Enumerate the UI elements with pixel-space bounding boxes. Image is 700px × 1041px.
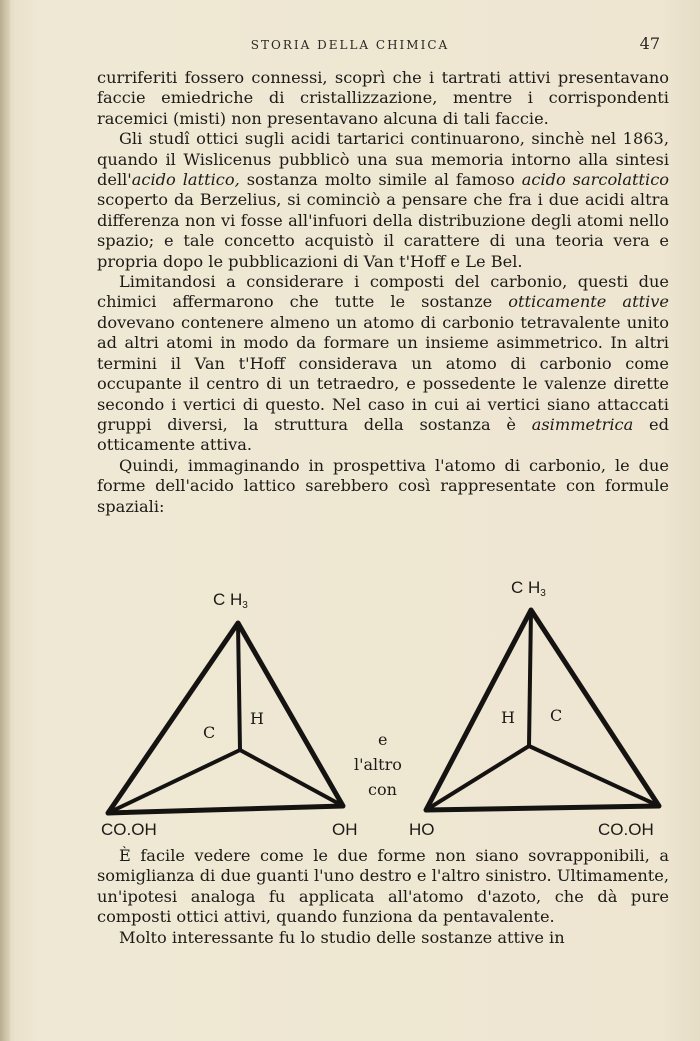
body-text-top bbox=[97, 68, 669, 517]
paragraph-4: Quindi, immaginando in prospettiva l'atomo di carbonio, le due forme dell'acido lattico sarebbero così rappresentate con formule spaziali: bbox=[97, 455, 669, 516]
left-bottom-right-label: OH bbox=[332, 820, 358, 839]
middle-line-3: con bbox=[368, 780, 397, 799]
paragraph-6: Molto interessante fu lo studio delle sostanze attive in bbox=[119, 927, 565, 947]
middle-line-1: e bbox=[378, 730, 388, 749]
paragraph-2: Gli studî ottici sugli acidi tartarici continuarono, sinchè nel 1863, quando il Wislicenus pubblicò una sua memoria intorno alla sintesi dell'acido lattico, sostanza molto simile al famoso acido sarcolattico scoperto da Berzelius, si cominciò a pensare che fra i due acidi altra differenza non vi fosse all'infuori della distribuzione degli atomi nello spazio; e tale concetto acquistò il carattere di una teoria vera e propria dopo le pubblicazioni di Van t'Hoff e Le Bel. bbox=[97, 129, 670, 271]
right-tetrahedron-outline bbox=[426, 610, 659, 810]
right-edge-top-center bbox=[529, 610, 531, 746]
left-tetrahedron-outline bbox=[108, 623, 343, 813]
right-top-label: C $H_3$ bbox=[511, 578, 546, 599]
body-text-bottom bbox=[97, 846, 669, 948]
left-bottom-left-label: CO.OH bbox=[101, 820, 157, 839]
right-bottom-left-label: HO bbox=[409, 820, 435, 839]
page-number: 47 bbox=[639, 34, 660, 53]
middle-line-2: l'altro bbox=[354, 755, 402, 774]
right-inner-c: C bbox=[550, 706, 563, 725]
right-inner-h: H bbox=[501, 708, 515, 727]
left-inner-c: C bbox=[203, 723, 216, 742]
left-top-label: C $H_3$ bbox=[213, 590, 248, 611]
running-title: STORIA DELLA CHIMICA bbox=[250, 38, 450, 52]
tetrahedron-figure bbox=[96, 578, 681, 848]
left-inner-h: H bbox=[250, 709, 264, 728]
right-bottom-right-label: CO.OH bbox=[598, 820, 654, 839]
paragraph-3: Limitandosi a considerare i composti del carbonio, questi due chimici affermarono che tutte le sostanze otticamente attive dovevano contenere almeno un atomo di carbonio tetravalente unito ad altri atomi in modo da formare un insieme asimmetrico. In altri termini il Van t'Hoff considerava un atomo di carbonio come occupante il centro di un tetraedro, e possedente le valenze dirette secondo i vertici di questo. Nel caso in cui ai vertici siano attaccati gruppi diversi, la struttura della sostanza è asimmetrica ed otticamente attiva. bbox=[97, 272, 669, 455]
paragraph-1: curriferiti fossero connessi, scoprì che i tartrati attivi presentavano faccie emiedriche di cristallizzazione, mentre i corrispondenti racemici (misti) non presentavano alcuna di tali faccie. bbox=[97, 68, 669, 128]
left-edge-top-center bbox=[238, 623, 240, 750]
paragraph-5: È facile vedere come le due forme non siano sovrapponibili, a somiglianza di due guanti l'uno destro e l'altro sinistro. Ultimamente, un'ipotesi analoga fu applicata all'atomo d'azoto, che dà pure composti ottici attivi, quando funziona da pentavalente. bbox=[97, 846, 669, 927]
tetrahedron-drawing bbox=[96, 578, 681, 848]
page-gutter-shadow bbox=[0, 0, 10, 1041]
